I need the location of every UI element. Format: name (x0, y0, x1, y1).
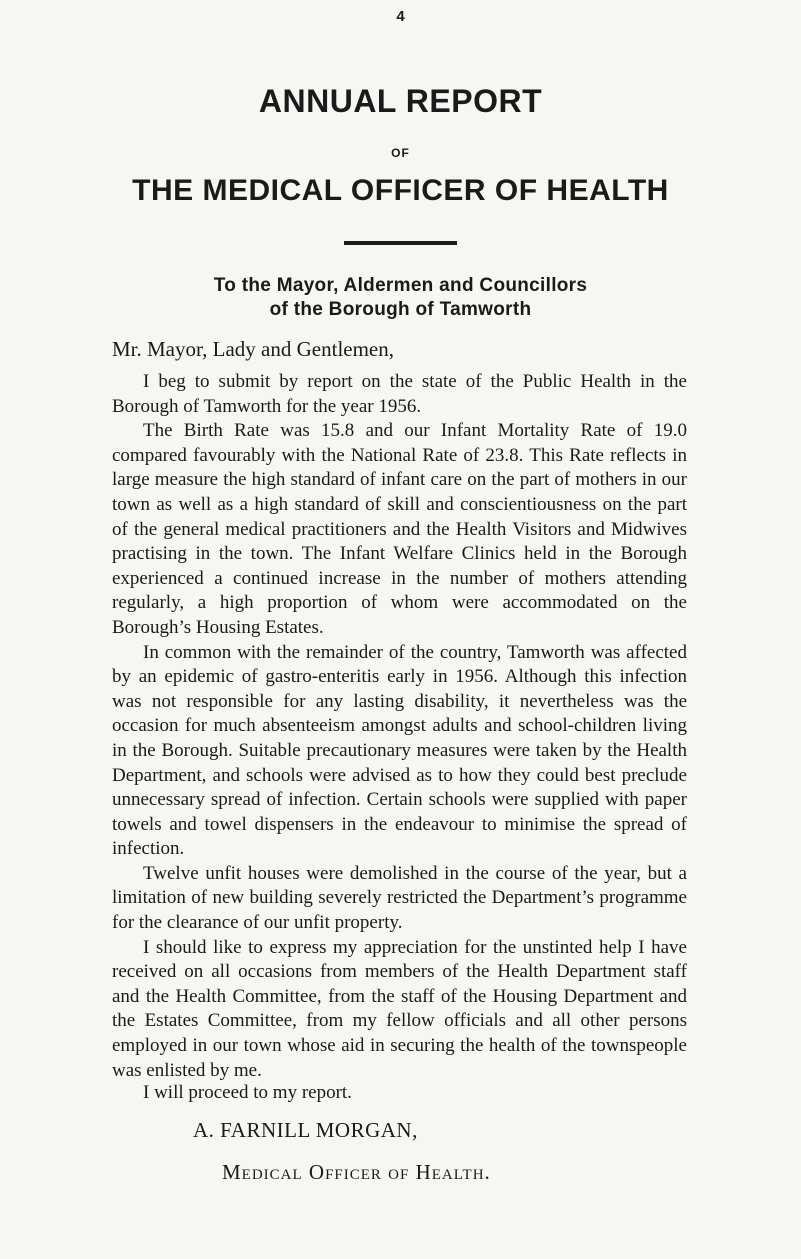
report-body (112, 370, 687, 1083)
report-subtitle: THE MEDICAL OFFICER OF HEALTH (132, 174, 669, 207)
closing-line: I will proceed to my report. (143, 1082, 352, 1103)
title-connector: OF (391, 146, 410, 160)
signature-title: Medical Officer of Health. (222, 1160, 491, 1184)
signature-name: A. FARNILL MORGAN, (193, 1118, 418, 1142)
paragraph-epidemic: In common with the remainder of the country, Tamworth was affected by an epidemic of gastro-enteritis early in 1956. Although this infection was not responsible for any lasting disability, it nevertheless was the occasion for much absenteeism amongst adults and school-children living in the Borough. Suitable precautionary measures were taken by the Health Department, and schools were advised as to how they could best preclude unnecessary spread of infection. Certain schools were supplied with paper towels and towel dispensers in the endeavour to minimise the spread of infection. (112, 641, 687, 860)
paragraph-housing: Twelve unfit houses were demolished in the course of the year, but a limitation of new building severely restricted the Department’s programme for the clearance of our unfit property. (112, 862, 687, 934)
address-line-2: of the Borough of Tamworth (269, 299, 532, 320)
salutation: Mr. Mayor, Lady and Gentlemen, (112, 337, 395, 361)
heading-divider (344, 241, 457, 245)
report-title: ANNUAL REPORT (258, 83, 543, 119)
paragraph-submission: I beg to submit by report on the state of the Public Health in the Borough of Tamworth for the year 1956. (112, 371, 687, 417)
address-line-1: To the Mayor, Aldermen and Councillors (213, 275, 588, 296)
page-number: 4 (396, 8, 405, 25)
paragraph-birth-rate: The Birth Rate was 15.8 and our Infant Mortality Rate of 19.0 compared favourably with the National Rate of 23.8. This Rate reflects in large measure the high standard of infant care on the part of mothers in our town as well as a high standard of skill and conscientiousness on the part of the general medical practitioners and the Health Visitors and Midwives practising in the town. The Infant Welfare Clinics held in the Borough experienced a continued increase in the number of mothers attending regularly, a high proportion of whom were accommodated on the Borough’s Housing Estates. (112, 420, 687, 638)
paragraph-appreciation: I should like to express my appreciation for the unstinted help I have received on all occasions from members of the Health Department staff and the Health Committee, from the staff of the Housing Department and the Estates Committee, from my fellow officials and all other persons employed in our town whose aid in securing the health of the townspeople was enlisted by me. (112, 936, 687, 1081)
